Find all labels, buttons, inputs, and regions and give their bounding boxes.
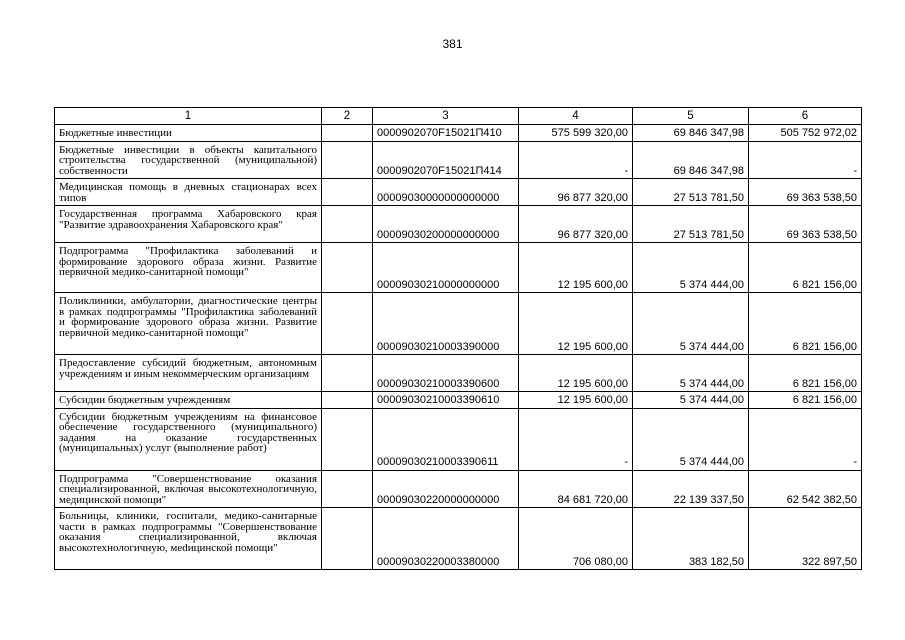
row-col2 — [322, 125, 373, 142]
column-header: 5 — [633, 108, 749, 125]
row-value-6: 322 897,50 — [749, 508, 862, 570]
table-row — [55, 470, 862, 508]
row-value-6: 6 821 156,00 — [749, 355, 862, 392]
column-header: 1 — [55, 108, 322, 125]
row-name: Государственная программа Хабаровского края "Развитие здравоохранения Хабаровского края" — [55, 206, 322, 243]
column-header: 2 — [322, 108, 373, 125]
row-name: Больницы, клиники, госпитали, медико-санитарные части в рамках подпрограммы "Совершенствование оказания специализированной, включая высокотехнологичную, меdицинской помощи" — [55, 508, 322, 570]
row-value-5: 5 374 444,00 — [633, 355, 749, 392]
row-value-4: 84 681 720,00 — [519, 470, 633, 508]
row-col2 — [322, 508, 373, 570]
row-col2 — [322, 293, 373, 355]
table-header-row — [55, 108, 862, 125]
table-row — [55, 355, 862, 392]
row-value-6: 69 363 538,50 — [749, 206, 862, 243]
row-col2 — [322, 179, 373, 206]
row-value-4: 12 195 600,00 — [519, 243, 633, 293]
table-row — [55, 508, 862, 570]
row-name: Бюджетные инвестиции — [55, 125, 322, 142]
row-value-5: 5 374 444,00 — [633, 392, 749, 409]
row-value-4: 96 877 320,00 — [519, 206, 633, 243]
row-name: Субсидии бюджетным учреждениям — [55, 392, 322, 409]
row-value-5: 27 513 781,50 — [633, 206, 749, 243]
row-name: Поликлиники, амбулатории, диагностические центры в рамках подпрограммы "Профилактика заболеваний и формирование здорового образа жизни. Развитие первичной медико-санитарной помощи" — [55, 293, 322, 355]
row-value-4: 12 195 600,00 — [519, 355, 633, 392]
row-col2 — [322, 141, 373, 179]
row-value-4: 12 195 600,00 — [519, 392, 633, 409]
table-row — [55, 392, 862, 409]
row-code: 00009030210003390611 — [373, 408, 519, 470]
row-col2 — [322, 392, 373, 409]
row-name: Бюджетные инвестиции в объекты капитального строительства государственной (муниципальной) собственности — [55, 141, 322, 179]
row-value-5: 22 139 337,50 — [633, 470, 749, 508]
page-number: 381 — [442, 37, 463, 51]
row-value-5: 383 182,50 — [633, 508, 749, 570]
row-value-5: 69 846 347,98 — [633, 125, 749, 142]
row-name: Подпрограмма "Профилактика заболеваний и формирование здорового образа жизни. Развитие первичной медико-санитарной помощи" — [55, 243, 322, 293]
row-value-4: 575 599 320,00 — [519, 125, 633, 142]
column-header: 4 — [519, 108, 633, 125]
row-value-5: 5 374 444,00 — [633, 408, 749, 470]
row-value-6: 62 542 382,50 — [749, 470, 862, 508]
table-row — [55, 408, 862, 470]
row-code: 00009030220000000000 — [373, 470, 519, 508]
row-col2 — [322, 408, 373, 470]
row-code: 00009030210003390610 — [373, 392, 519, 409]
row-value-4: 96 877 320,00 — [519, 179, 633, 206]
row-col2 — [322, 243, 373, 293]
table-row — [55, 179, 862, 206]
row-value-5: 5 374 444,00 — [633, 293, 749, 355]
row-code: 00009030220003380000 — [373, 508, 519, 570]
row-value-5: 69 846 347,98 — [633, 141, 749, 179]
row-value-4: 706 080,00 — [519, 508, 633, 570]
row-value-6: 6 821 156,00 — [749, 392, 862, 409]
row-value-6: - — [749, 408, 862, 470]
table-row — [55, 206, 862, 243]
row-value-6: 6 821 156,00 — [749, 243, 862, 293]
table-row — [55, 141, 862, 179]
row-code: 0000902070F15021П414 — [373, 141, 519, 179]
row-value-4: - — [519, 141, 633, 179]
row-name: Медицинская помощь в дневных стационарах всех типов — [55, 179, 322, 206]
row-code: 0000902070F15021П410 — [373, 125, 519, 142]
table-row — [55, 243, 862, 293]
row-code: 00009030210003390000 — [373, 293, 519, 355]
row-value-6: 69 363 538,50 — [749, 179, 862, 206]
row-code: 00009030210000000000 — [373, 243, 519, 293]
column-header: 6 — [749, 108, 862, 125]
row-col2 — [322, 355, 373, 392]
budget-table — [54, 107, 862, 570]
row-col2 — [322, 206, 373, 243]
row-value-4: 12 195 600,00 — [519, 293, 633, 355]
table-row — [55, 125, 862, 142]
row-code: 00009030200000000000 — [373, 206, 519, 243]
row-value-5: 5 374 444,00 — [633, 243, 749, 293]
table-row — [55, 293, 862, 355]
row-value-6: 6 821 156,00 — [749, 293, 862, 355]
row-code: 00009030000000000000 — [373, 179, 519, 206]
row-code: 00009030210003390600 — [373, 355, 519, 392]
row-value-6: 505 752 972,02 — [749, 125, 862, 142]
row-name: Субсидии бюджетным учреждениям на финансовое обеспечение государственного (муниципального) задания на оказание государственных (муниципальных) услуг (выполнение работ) — [55, 408, 322, 470]
row-col2 — [322, 470, 373, 508]
row-name: Подпрограмма "Совершенствование оказания специализированной, включая высокотехнологичную, медицинской помощи" — [55, 470, 322, 508]
row-value-4: - — [519, 408, 633, 470]
row-value-5: 27 513 781,50 — [633, 179, 749, 206]
row-name: Предоставление субсидий бюджетным, автономным учреждениям и иным некоммерческим организациям — [55, 355, 322, 392]
row-value-6: - — [749, 141, 862, 179]
column-header: 3 — [373, 108, 519, 125]
